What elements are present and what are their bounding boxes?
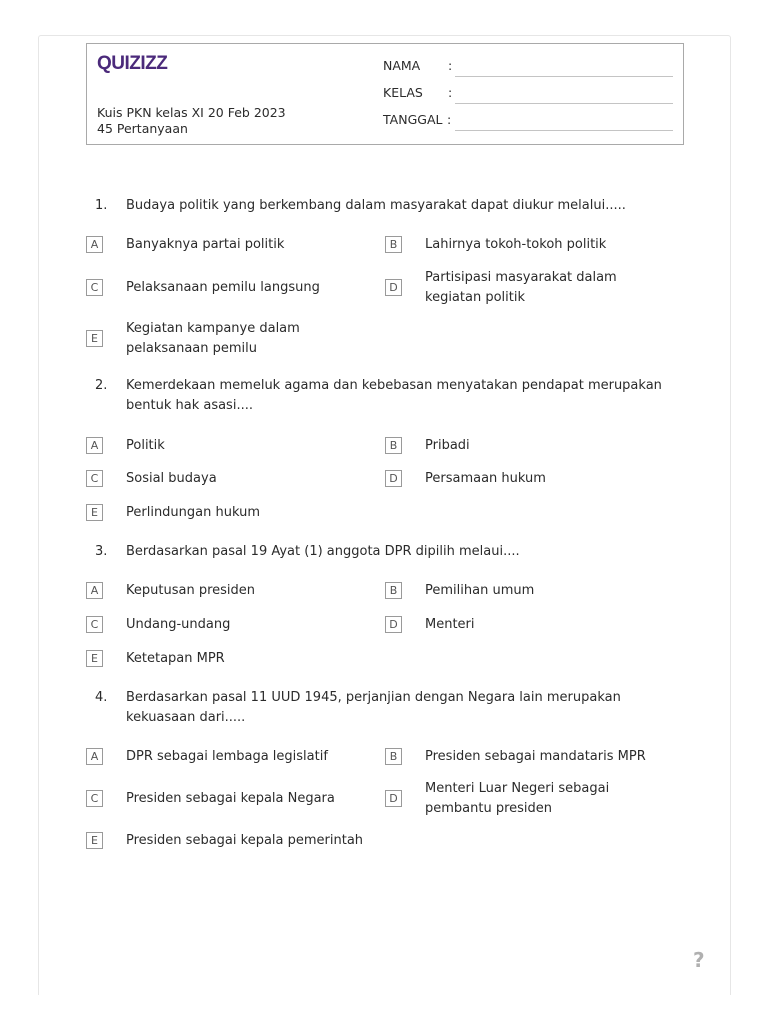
- option-letter: A: [86, 437, 103, 454]
- date-label: TANGGAL: [383, 112, 443, 127]
- option-text: Partisipasi masyarakat dalam kegiatan politik: [425, 270, 617, 305]
- option-text: Lahirnya tokoh-tokoh politik: [425, 237, 607, 252]
- option-letter: B: [385, 748, 402, 765]
- option-text: Pribadi: [425, 438, 470, 453]
- option-letter: E: [86, 330, 103, 347]
- option-letter: A: [86, 236, 103, 253]
- option-text: Perlindungan hukum: [126, 505, 261, 520]
- option-letter: C: [86, 470, 103, 487]
- option-letter: A: [86, 582, 103, 599]
- option-letter: D: [385, 790, 402, 807]
- name-label: NAMA: [383, 58, 421, 73]
- option-text: Banyaknya partai politik: [126, 237, 285, 252]
- option-text: Presiden sebagai kepala Negara: [126, 791, 335, 806]
- option-text: Ketetapan MPR: [126, 651, 225, 666]
- option-text: Menteri: [425, 617, 475, 632]
- option-letter: E: [86, 832, 103, 849]
- option-letter: D: [385, 470, 402, 487]
- worksheet-header: [86, 43, 684, 145]
- option-letter: E: [86, 504, 103, 521]
- quiz-title: Kuis PKN kelas XI 20 Feb 2023: [97, 105, 286, 120]
- option-text: Kegiatan kampanye dalam pelaksanaan pemilu: [126, 321, 300, 356]
- quizizz-logo: [97, 52, 177, 74]
- question-text: Kemerdekaan memeluk agama dan kebebasan menyatakan pendapat merupakan bentuk hak asasi....: [126, 378, 662, 413]
- help-icon[interactable]: ?: [693, 948, 705, 972]
- option-text: DPR sebagai lembaga legislatif: [126, 749, 328, 764]
- option-letter: B: [385, 582, 402, 599]
- option-letter: B: [385, 437, 402, 454]
- option-text: Keputusan presiden: [126, 583, 255, 598]
- question-text: Budaya politik yang berkembang dalam masyarakat dapat diukur melalui.....: [126, 198, 626, 213]
- option-text: Menteri Luar Negeri sebagai pembantu presiden: [425, 781, 610, 816]
- name-field[interactable]: NAMA :: [383, 58, 673, 78]
- option-text: Undang-undang: [126, 617, 231, 632]
- date-field[interactable]: TANGGAL :: [383, 112, 673, 132]
- name-line: [455, 76, 673, 77]
- svg-text:QUIZIZZ: QUIZIZZ: [97, 53, 168, 74]
- class-label: KELAS: [383, 85, 423, 100]
- option-letter: C: [86, 279, 103, 296]
- class-line: [455, 103, 673, 104]
- class-field[interactable]: KELAS :: [383, 85, 673, 105]
- option-text: Presiden sebagai kepala pemerintah: [126, 833, 364, 848]
- option-letter: C: [86, 616, 103, 633]
- option-letter: D: [385, 616, 402, 633]
- option-text: Pemilihan umum: [425, 583, 535, 598]
- question-number: 2.: [95, 378, 108, 393]
- question-number: 3.: [95, 544, 108, 559]
- option-letter: A: [86, 748, 103, 765]
- question-text: Berdasarkan pasal 11 UUD 1945, perjanjian dengan Negara lain merupakan kekuasaan dari.....: [126, 690, 621, 725]
- option-text: Politik: [126, 438, 165, 453]
- option-text: Persamaan hukum: [425, 471, 546, 486]
- option-letter: D: [385, 279, 402, 296]
- question-number: 4.: [95, 690, 108, 705]
- option-text: Sosial budaya: [126, 471, 217, 486]
- option-letter: C: [86, 790, 103, 807]
- option-text: Presiden sebagai mandataris MPR: [425, 749, 646, 764]
- question-number: 1.: [95, 198, 108, 213]
- option-text: Pelaksanaan pemilu langsung: [126, 280, 320, 295]
- date-line: [455, 130, 673, 131]
- question-count: 45 Pertanyaan: [97, 121, 188, 136]
- option-letter: B: [385, 236, 402, 253]
- question-text: Berdasarkan pasal 19 Ayat (1) anggota DPR dipilih melaui....: [126, 544, 520, 559]
- option-letter: E: [86, 650, 103, 667]
